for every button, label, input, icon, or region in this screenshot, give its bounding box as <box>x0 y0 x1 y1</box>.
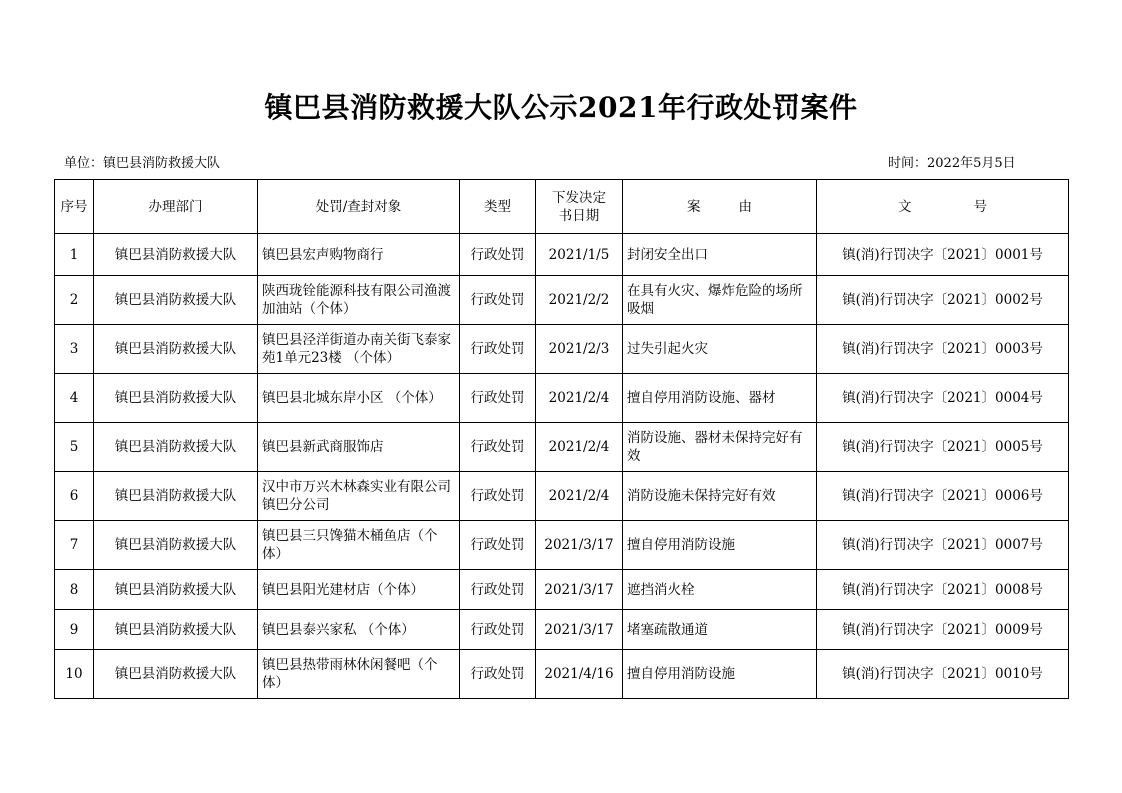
header-doc-b: 号 <box>973 198 987 215</box>
header-reason <box>623 180 817 234</box>
cell-reason: 堵塞疏散通道 <box>623 610 817 650</box>
cell-doc: 镇(消)行罚决字〔2021〕0003号 <box>817 325 1069 374</box>
table-row <box>55 570 1069 610</box>
cell-dept: 镇巴县消防救援大队 <box>94 650 258 699</box>
cell-target: 镇巴县泾洋街道办南关街飞泰家苑1单元23楼 （个体） <box>258 325 460 374</box>
cell-date: 2021/2/3 <box>536 325 623 374</box>
cell-target: 镇巴县泰兴家私 （个体） <box>258 610 460 650</box>
cell-reason: 消防设施未保持完好有效 <box>623 472 817 521</box>
cell-target: 陕西珑铨能源科技有限公司渔渡加油站（个体） <box>258 276 460 325</box>
cell-doc: 镇(消)行罚决字〔2021〕0006号 <box>817 472 1069 521</box>
cell-target: 镇巴县北城东岸小区 （个体） <box>258 374 460 423</box>
cell-doc: 镇(消)行罚决字〔2021〕0008号 <box>817 570 1069 610</box>
cell-dept: 镇巴县消防救援大队 <box>94 610 258 650</box>
cell-date: 2021/2/4 <box>536 374 623 423</box>
cell-seq: 10 <box>55 650 94 699</box>
cell-type: 行政处罚 <box>460 570 536 610</box>
cell-doc: 镇(消)行罚决字〔2021〕0010号 <box>817 650 1069 699</box>
cell-type: 行政处罚 <box>460 610 536 650</box>
cell-dept: 镇巴县消防救援大队 <box>94 472 258 521</box>
cell-doc: 镇(消)行罚决字〔2021〕0007号 <box>817 521 1069 570</box>
cell-seq: 9 <box>55 610 94 650</box>
cell-date: 2021/1/5 <box>536 234 623 276</box>
cell-dept: 镇巴县消防救援大队 <box>94 234 258 276</box>
table-row <box>55 521 1069 570</box>
header-type: 类型 <box>460 180 536 234</box>
table-header-row <box>55 180 1069 234</box>
cell-doc: 镇(消)行罚决字〔2021〕0002号 <box>817 276 1069 325</box>
cell-seq: 5 <box>55 423 94 472</box>
cell-target: 镇巴县热带雨林休闲餐吧（个体） <box>258 650 460 699</box>
cell-doc: 镇(消)行罚决字〔2021〕0005号 <box>817 423 1069 472</box>
cell-seq: 8 <box>55 570 94 610</box>
cell-dept: 镇巴县消防救援大队 <box>94 276 258 325</box>
cell-type: 行政处罚 <box>460 472 536 521</box>
cell-date: 2021/2/4 <box>536 472 623 521</box>
cell-dept: 镇巴县消防救援大队 <box>94 423 258 472</box>
table-row <box>55 472 1069 521</box>
cell-reason: 遮挡消火栓 <box>623 570 817 610</box>
header-reason-b: 由 <box>738 198 752 215</box>
table-row <box>55 276 1069 325</box>
cell-dept: 镇巴县消防救援大队 <box>94 374 258 423</box>
cell-reason: 擅自停用消防设施 <box>623 521 817 570</box>
cell-type: 行政处罚 <box>460 276 536 325</box>
header-doc-a: 文 <box>898 198 912 215</box>
cell-doc: 镇(消)行罚决字〔2021〕0004号 <box>817 374 1069 423</box>
table-row <box>55 423 1069 472</box>
header-date-line2: 书日期 <box>558 207 600 224</box>
table-row <box>55 650 1069 699</box>
cell-doc: 镇(消)行罚决字〔2021〕0001号 <box>817 234 1069 276</box>
cell-date: 2021/3/17 <box>536 521 623 570</box>
cell-seq: 7 <box>55 521 94 570</box>
cell-date: 2021/2/2 <box>536 276 623 325</box>
cell-reason: 过失引起火灾 <box>623 325 817 374</box>
table-row <box>55 610 1069 650</box>
table-row <box>55 234 1069 276</box>
cell-date: 2021/2/4 <box>536 423 623 472</box>
table-row <box>55 325 1069 374</box>
cell-reason: 擅自停用消防设施、器材 <box>623 374 817 423</box>
cell-dept: 镇巴县消防救援大队 <box>94 570 258 610</box>
cell-seq: 4 <box>55 374 94 423</box>
cell-reason: 封闭安全出口 <box>623 234 817 276</box>
date-label: 时间：2022年5月5日 <box>888 156 1016 171</box>
cell-date: 2021/3/17 <box>536 570 623 610</box>
cell-reason: 在具有火灾、爆炸危险的场所吸烟 <box>623 276 817 325</box>
cell-reason: 擅自停用消防设施 <box>623 650 817 699</box>
cell-target: 镇巴县宏声购物商行 <box>258 234 460 276</box>
page-title: 镇巴县消防救援大队公示2021年行政处罚案件 <box>264 91 858 124</box>
header-target: 处罚/查封对象 <box>258 180 460 234</box>
cell-type: 行政处罚 <box>460 234 536 276</box>
cell-target: 镇巴县阳光建材店（个体） <box>258 570 460 610</box>
cell-type: 行政处罚 <box>460 423 536 472</box>
table-row <box>55 374 1069 423</box>
cell-type: 行政处罚 <box>460 650 536 699</box>
cell-dept: 镇巴县消防救援大队 <box>94 521 258 570</box>
cell-type: 行政处罚 <box>460 521 536 570</box>
cell-reason: 消防设施、器材未保持完好有效 <box>623 423 817 472</box>
cell-date: 2021/3/17 <box>536 610 623 650</box>
cell-seq: 2 <box>55 276 94 325</box>
cell-seq: 6 <box>55 472 94 521</box>
header-reason-a: 案 <box>687 198 701 215</box>
unit-label: 单位：镇巴县消防救援大队 <box>64 156 221 171</box>
header-date <box>536 180 623 234</box>
header-date-line1: 下发决定 <box>552 189 606 206</box>
penalty-table <box>54 179 1069 699</box>
cell-type: 行政处罚 <box>460 325 536 374</box>
cell-seq: 3 <box>55 325 94 374</box>
header-dept: 办理部门 <box>94 180 258 234</box>
cell-dept: 镇巴县消防救援大队 <box>94 325 258 374</box>
cell-type: 行政处罚 <box>460 374 536 423</box>
cell-seq: 1 <box>55 234 94 276</box>
cell-doc: 镇(消)行罚决字〔2021〕0009号 <box>817 610 1069 650</box>
header-seq: 序号 <box>55 180 94 234</box>
header-doc <box>817 180 1069 234</box>
cell-target: 镇巴县新武商服饰店 <box>258 423 460 472</box>
cell-date: 2021/4/16 <box>536 650 623 699</box>
cell-target: 镇巴县三只馋猫木桶鱼店（个体） <box>258 521 460 570</box>
cell-target: 汉中市万兴木林森实业有限公司镇巴分公司 <box>258 472 460 521</box>
